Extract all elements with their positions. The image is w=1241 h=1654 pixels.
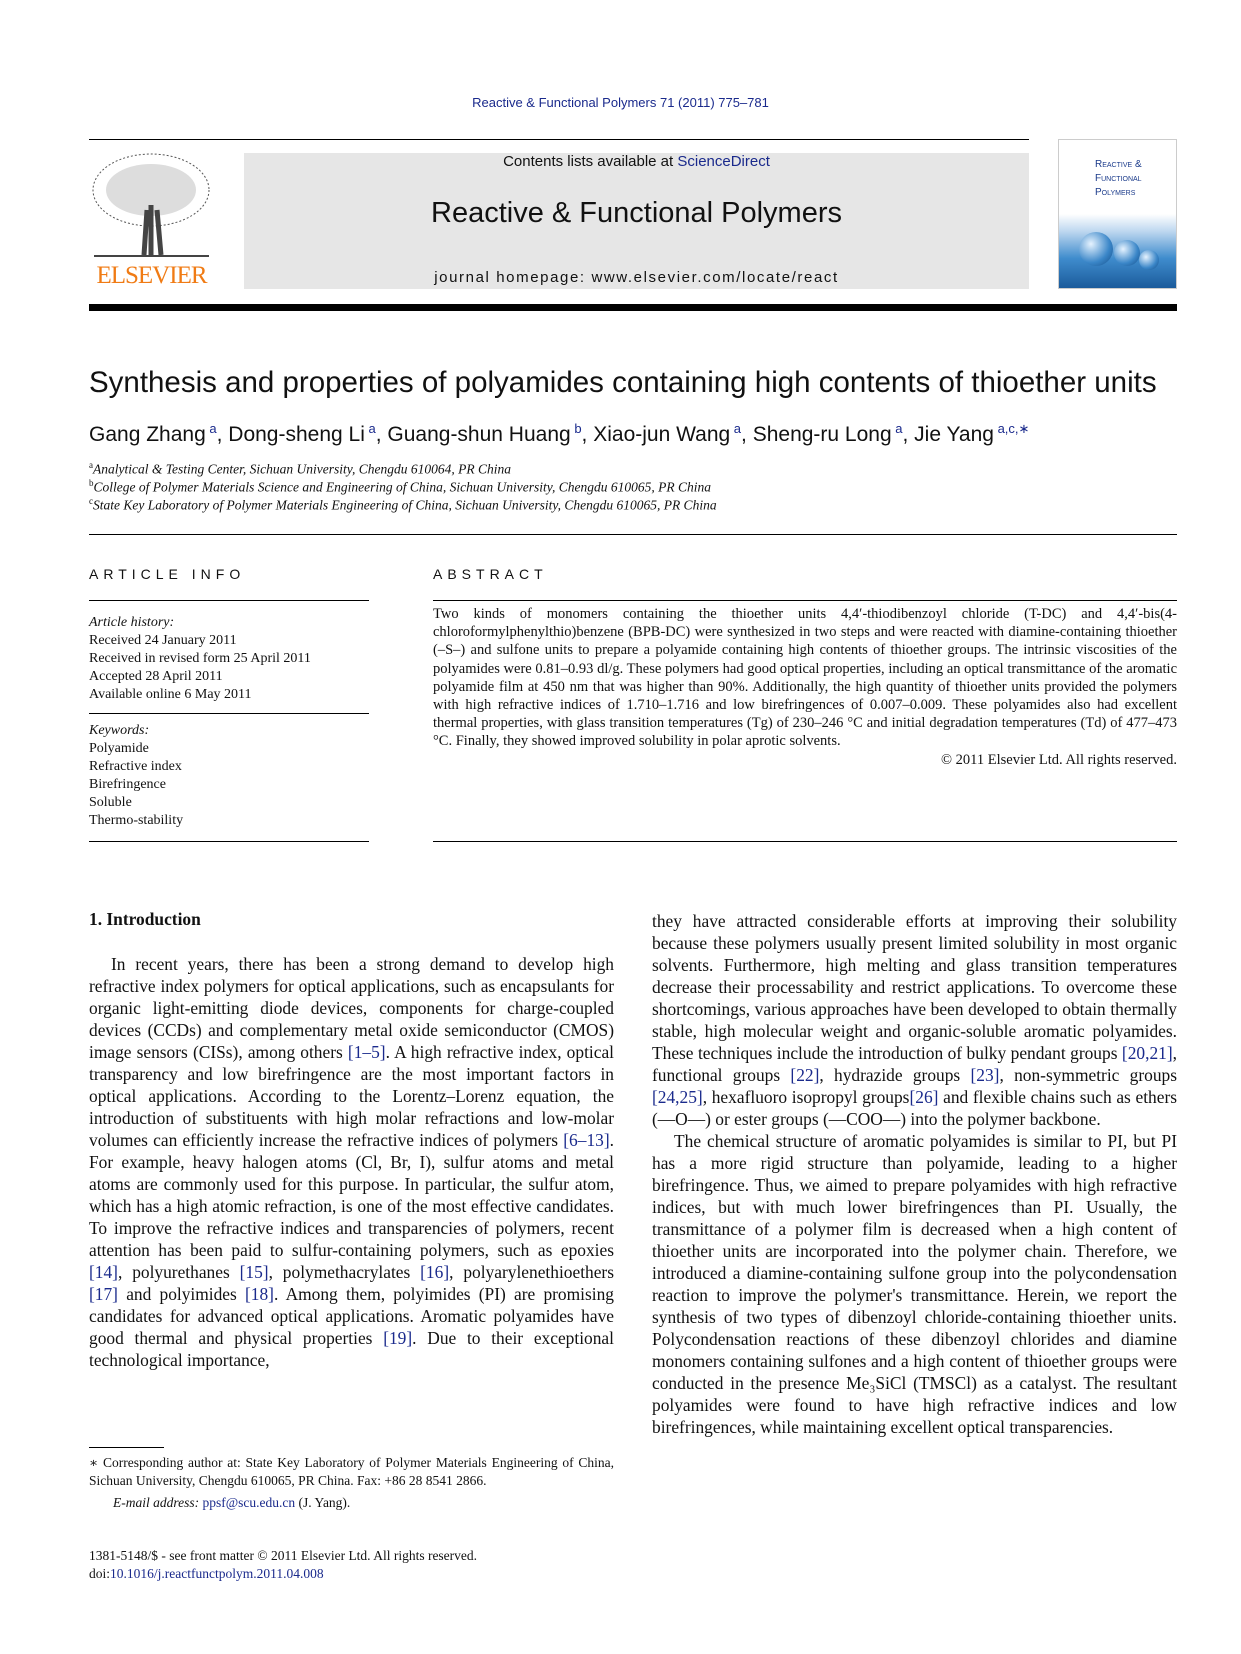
sciencedirect-link[interactable]: ScienceDirect [677,153,770,170]
affiliation-marker: c [89,496,93,506]
citation-link[interactable]: [17] [89,1284,118,1304]
keyword: Thermo-stability [89,813,184,828]
publisher-wordmark: ELSEVIER [96,262,207,289]
history-item: Available online 6 May 2011 [89,687,252,702]
article-info-heading: ARTICLE INFO [89,566,246,582]
citation-link[interactable]: [22] [790,1065,820,1085]
divider [89,139,1029,140]
author-affiliation-marker[interactable]: a [205,421,217,436]
cover-title-line: Reactive & [1095,159,1142,170]
affiliation [89,460,511,478]
author-affiliation-marker[interactable]: b [570,421,582,436]
author-list: Gang Zhang $^a$, Dong-sheng Li $^a$, Guang-shun Huang $^b$, Xiao-jun Wang $^a$, Sheng-ru Long $^a$, Jie Yang $^{a,c,∗}$ [89,421,1030,446]
contents-line [244,153,1029,170]
doi-label: doi: [89,1566,111,1581]
author-name: Sheng-ru Long [752,423,892,446]
divider [89,534,1177,535]
author-affiliation-marker[interactable]: a [891,421,903,436]
email-label: E-mail address: [113,1495,203,1510]
keyword: Soluble [89,795,132,810]
elsevier-logo [89,150,214,290]
journal-masthead [244,153,1029,289]
cover-bubble [1139,250,1159,270]
body-column-right [652,910,1177,1438]
journal-homepage-link[interactable]: journal homepage: www.elsevier.com/locate/react [434,269,839,286]
footnote-divider [89,1447,164,1448]
history-item: Received 24 January 2011 [89,633,237,648]
citation-link[interactable]: [16] [420,1262,450,1282]
history-item: Accepted 28 April 2011 [89,669,223,684]
abstract [433,605,1177,769]
body-paragraph: In recent years, there has been a strong demand to develop high refractive index polymers for optical applications, such as encapsulants for organic light-emitting diode devices, components for charge-coupled devices (CCDs) and complementary metal oxide semiconductor (CMOS) image sensors (CISs), among others [1–5]. A high refractive index, optical transparency and low birefringence are the most important factors in optical applications. According to the Lorentz–Lorenz equation, the introduction of substituents with high molar refractions and low-molar volumes can efficiently increase the refractive indices of polymers [6–13]. For example, heavy halogen atoms (Cl, Br, I), sulfur atoms and metal atoms are commonly used for this purpose. In particular, the sulfur atom, which has a high atomic refraction, is one of the most effective candidates. To improve the refractive indices and transparencies of polymers, recent attention has been paid to sulfur-containing polymers, such as epoxies [14], polyurethanes [15], polymethacrylates [16], polyarylenethioethers [17] and polyimides [18]. Among them, polyimides (PI) are promising candidates for advanced optical applications. Aromatic polyamides have good thermal and physical properties [19]. Due to their exceptional technological importance, [89,954,615,1370]
cover-bubble [1114,240,1140,266]
journal-citation-link[interactable]: Reactive & Functional Polymers 71 (2011) 775–781 [472,95,769,110]
article-info [89,614,369,830]
cover-bubble [1079,232,1113,266]
keyword: Polyamide [89,741,149,756]
affiliation-text: Analytical & Testing Center, Sichuan University, Chengdu 610064, PR China [93,461,511,477]
divider [89,713,369,714]
abstract-copyright: © 2011 Elsevier Ltd. All rights reserved. [941,751,1177,768]
body-column-left [89,953,614,1371]
affiliation-text: State Key Laboratory of Polymer Materials Engineering of China, Sichuan University, Chengdu 610065, PR China [93,497,717,513]
history-label: Article history: [89,615,175,630]
affiliation [89,478,711,496]
history-item: Received in revised form 25 April 2011 [89,651,311,666]
keyword: Refractive index [89,759,182,774]
cover-title-line: Polymers [1095,187,1136,198]
author-name: Jie Yang [914,423,994,446]
abstract-heading: ABSTRACT [433,566,548,582]
contents-prefix: Contents lists available at [503,153,678,170]
email-link[interactable]: ppsf@scu.edu.cn [202,1495,296,1510]
body-paragraph: The chemical structure of aromatic polyamides is similar to PI, but PI has a more rigid structure than polyamide, leading to a higher birefringence. Thus, we aimed to prepare polyamides with high refractive indices, but with much lower birefringences than PI. Usually, the transmittance of a polymer film is decreased when a high content of thioether units are incorporated into the polymer chain. Therefore, we introduced a diamine-containing sulfone group into the polycondensation reaction to improve the polymer's transmittance. Herein, we report the synthesis of two types of dibenzoyl chloride-containing thioether units. Polycondensation reactions of these dibenzoyl chlorides and diamine monomers containing sulfones and a high content of thioether groups were conducted in the presence Me₃SiCl (TMSCl) as a catalyst. The resultant polyamides were found to have high refractive indices and low birefringences, while maintaining excellent optical transparencies. [652,1131,1177,1437]
corresponding-author-note: ∗ Corresponding author at: State Key Laboratory of Polymer Materials Engineering of China, Sichuan University, Chengdu 610065, PR China. Fax: +86 28 8541 2866. [89,1455,614,1488]
author-name: Gang Zhang [89,423,206,446]
divider [89,841,369,842]
cover-title-line: Functional [1095,173,1142,184]
author-affiliation-marker[interactable]: a [364,421,376,436]
divider [433,600,1177,601]
citation-link[interactable]: [24,25] [652,1087,703,1107]
email-suffix: (J. Yang). [295,1495,351,1510]
author-name: Xiao-jun Wang [593,423,731,446]
header-bar [89,304,1177,311]
cover-title [1095,158,1142,200]
journal-cover-image [1058,139,1177,289]
author-name: Guang-shun Huang [387,423,571,446]
citation-link[interactable]: [23] [970,1065,1000,1085]
doi-link[interactable]: 10.1016/j.reactfunctpolym.2011.04.008 [110,1566,324,1581]
citation-link[interactable]: [19] [383,1328,413,1348]
keywords-label: Keywords: [89,723,150,738]
tree-logo-icon [89,150,214,262]
affiliation-marker: a [89,460,93,470]
citation-link[interactable]: [6–13] [563,1130,610,1150]
citation-link[interactable]: [15] [239,1262,269,1282]
citation-link[interactable]: [14] [89,1262,118,1282]
article-title: Synthesis and properties of polyamides containing high contents of thioether units [89,366,1157,399]
affiliation-text: College of Polymer Materials Science and Engineering of China, Sichuan University, Chengdu 610065, PR China [93,479,712,495]
affiliation [89,496,717,514]
affiliation-marker: b [89,478,94,488]
journal-title: Reactive & Functional Polymers [431,197,842,229]
author-affiliation-marker[interactable]: a,c,∗ [993,421,1030,436]
keyword: Birefringence [89,777,166,792]
citation-link[interactable]: [26] [909,1087,939,1107]
section-heading: 1. Introduction [89,909,201,929]
front-matter [89,1547,477,1583]
author-affiliation-marker[interactable]: a [730,421,742,436]
citation-link[interactable]: [1–5] [347,1042,386,1062]
divider [89,600,369,601]
author-name: Dong-sheng Li [228,423,365,446]
body-paragraph: they have attracted considerable efforts at improving their solubility because these polymers usually present limited solubility in most organic solvents. Furthermore, high melting and glass transition temperatures decrease their processability and restrict applications. To overcome these shortcomings, various approaches have been developed to obtain thermally stable, high molecular weight and organic-soluble aromatic polyamides. These techniques include the introduction of bulky pendant groups [20,21], functional groups [22], hydrazide groups [23], non-symmetric groups [24,25], hexafluoro isopropyl groups[26] and flexible chains such as ethers (—O—) or ester groups (—COO—) into the polymer backbone. [652,911,1177,1129]
footnote [89,1454,614,1512]
divider [433,841,1177,842]
citation-link[interactable]: [20,21] [1121,1043,1173,1063]
issn-line: 1381-5148/$ - see front matter © 2011 Elsevier Ltd. All rights reserved. [89,1548,478,1563]
citation-link[interactable]: [18] [245,1284,274,1304]
abstract-text: Two kinds of monomers containing the thioether units 4,4′-thiodibenzoyl chloride (T-DC) and 4,4′-bis(4-chloroformylphenylthio)benzene (BPB-DC) were synthesized in two steps and were reacted with diamine-containing thioether (–S–) and sulfone units to prepare a polyamide containing high contents of thioether groups. The intrinsic viscosities of the polyamides were 0.81–0.93 dl/g. These polymers had good optical properties, including an optical transmittance of the aromatic polyamide film at 450 nm that was higher than 90%. Additionally, the high quantity of thioether units provided the polymers with high refractive indices of 1.710–1.716 and low birefringences of 0.007–0.009. These polyamides also had excellent thermal properties, with glass transition temperatures (Tg) of 230–246 °C and initial degradation temperatures (Td) of 477–473 °C. Finally, they showed improved solubility in polar aprotic solvents. [433,606,1177,750]
